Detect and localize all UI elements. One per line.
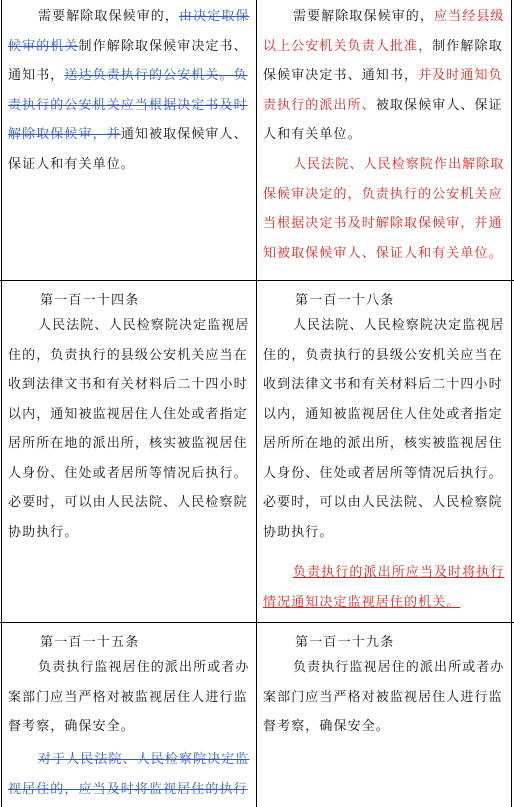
table-cell-new-article	[263, 281, 505, 622]
table-border-right	[511, 0, 512, 807]
deleted-text: 送达负责执行的公安机关。负责执行的公安机关应当根据决定书及时解除取保候审，并	[8, 68, 248, 142]
table-cell-old-article	[8, 623, 250, 807]
paragraph	[8, 2, 250, 179]
paragraph	[8, 311, 250, 547]
table-cell-new-article	[263, 623, 505, 807]
text-run: 人民法院、人民检察院决定监视居住的，负责执行的县级公安机关应当在收到法律文书和有关材料后二十四小时以内，通知被监视居住人住处或者指定居所所在地的派出所，核实被监视居住人身份、住处或者居所等情况后执行。必要时，可以由人民法院、人民检察院协助执行。	[8, 318, 250, 540]
paragraph	[263, 653, 505, 742]
table-cell-old-article	[8, 281, 250, 622]
added-text: 应当经县级以上公安机关负责人批准，	[263, 9, 505, 54]
paragraph	[8, 653, 250, 742]
table-cell-old-text	[8, 0, 250, 280]
added-text: 负责执行的派出所应当及时将执行情况通知决定监视居住的机关。	[263, 565, 505, 610]
added-text: 人民法院、人民检察院作出解除取保候审决定的，负责执行的公安机关应当根据决定书及时解除取保候审，并通知被取保候审人、保证人和有关单位。	[263, 157, 505, 261]
text-run: 负责执行监视居住的派出所或者办案部门应当严格对被监视居住人进行监督考察，确保安全。	[263, 660, 505, 734]
article-number: 第一百一十四条	[40, 293, 140, 308]
paragraph	[263, 2, 505, 150]
article-number: 第一百一十八条	[295, 293, 395, 308]
text-run: 人民法院、人民检察院决定监视居住的，负责执行的县级公安机关应当在收到法律文书和有关材料后二十四小时以内，通知被监视居住人住处或者指定居所所在地的派出所，核实被监视居住人身份、住处或者居所等情况后执行。必要时，可以由人民法院、人民检察院协助执行。	[263, 318, 505, 540]
table-border-left	[1, 0, 2, 807]
paragraph	[263, 150, 505, 268]
paragraph	[263, 558, 505, 617]
text-run: 被取保候审人、保证人和有关单位。	[263, 97, 503, 142]
deleted-text: 对于人民法院、人民检察院决定监视居住的，应当及时将监视居住的执行	[8, 752, 250, 797]
text-run: 需要解除取保候审的，	[38, 9, 180, 24]
paragraph	[8, 745, 250, 804]
paragraph	[263, 311, 505, 547]
table-column-divider	[256, 0, 257, 807]
table-cell-new-text	[263, 0, 505, 280]
text-run: 制作解除取保候审决定书、通知书，	[8, 38, 248, 83]
text-run: 负责执行监视居住的派出所或者办案部门应当严格对被监视居住人进行监督考察，确保安全。	[8, 660, 250, 734]
article-number: 第一百一十九条	[295, 635, 395, 650]
text-run: 制作解除取保候审决定书、通知书，	[263, 38, 503, 83]
text-run: 需要解除取保候审的，	[293, 9, 435, 24]
added-text: 并及时通知负责执行的派出所、	[263, 68, 503, 113]
deleted-text: 由决定取保候审的机关	[8, 9, 250, 54]
text-run: 通知被取保候审人、保证人和有关单位。	[8, 127, 248, 172]
article-number: 第一百一十五条	[40, 635, 140, 650]
